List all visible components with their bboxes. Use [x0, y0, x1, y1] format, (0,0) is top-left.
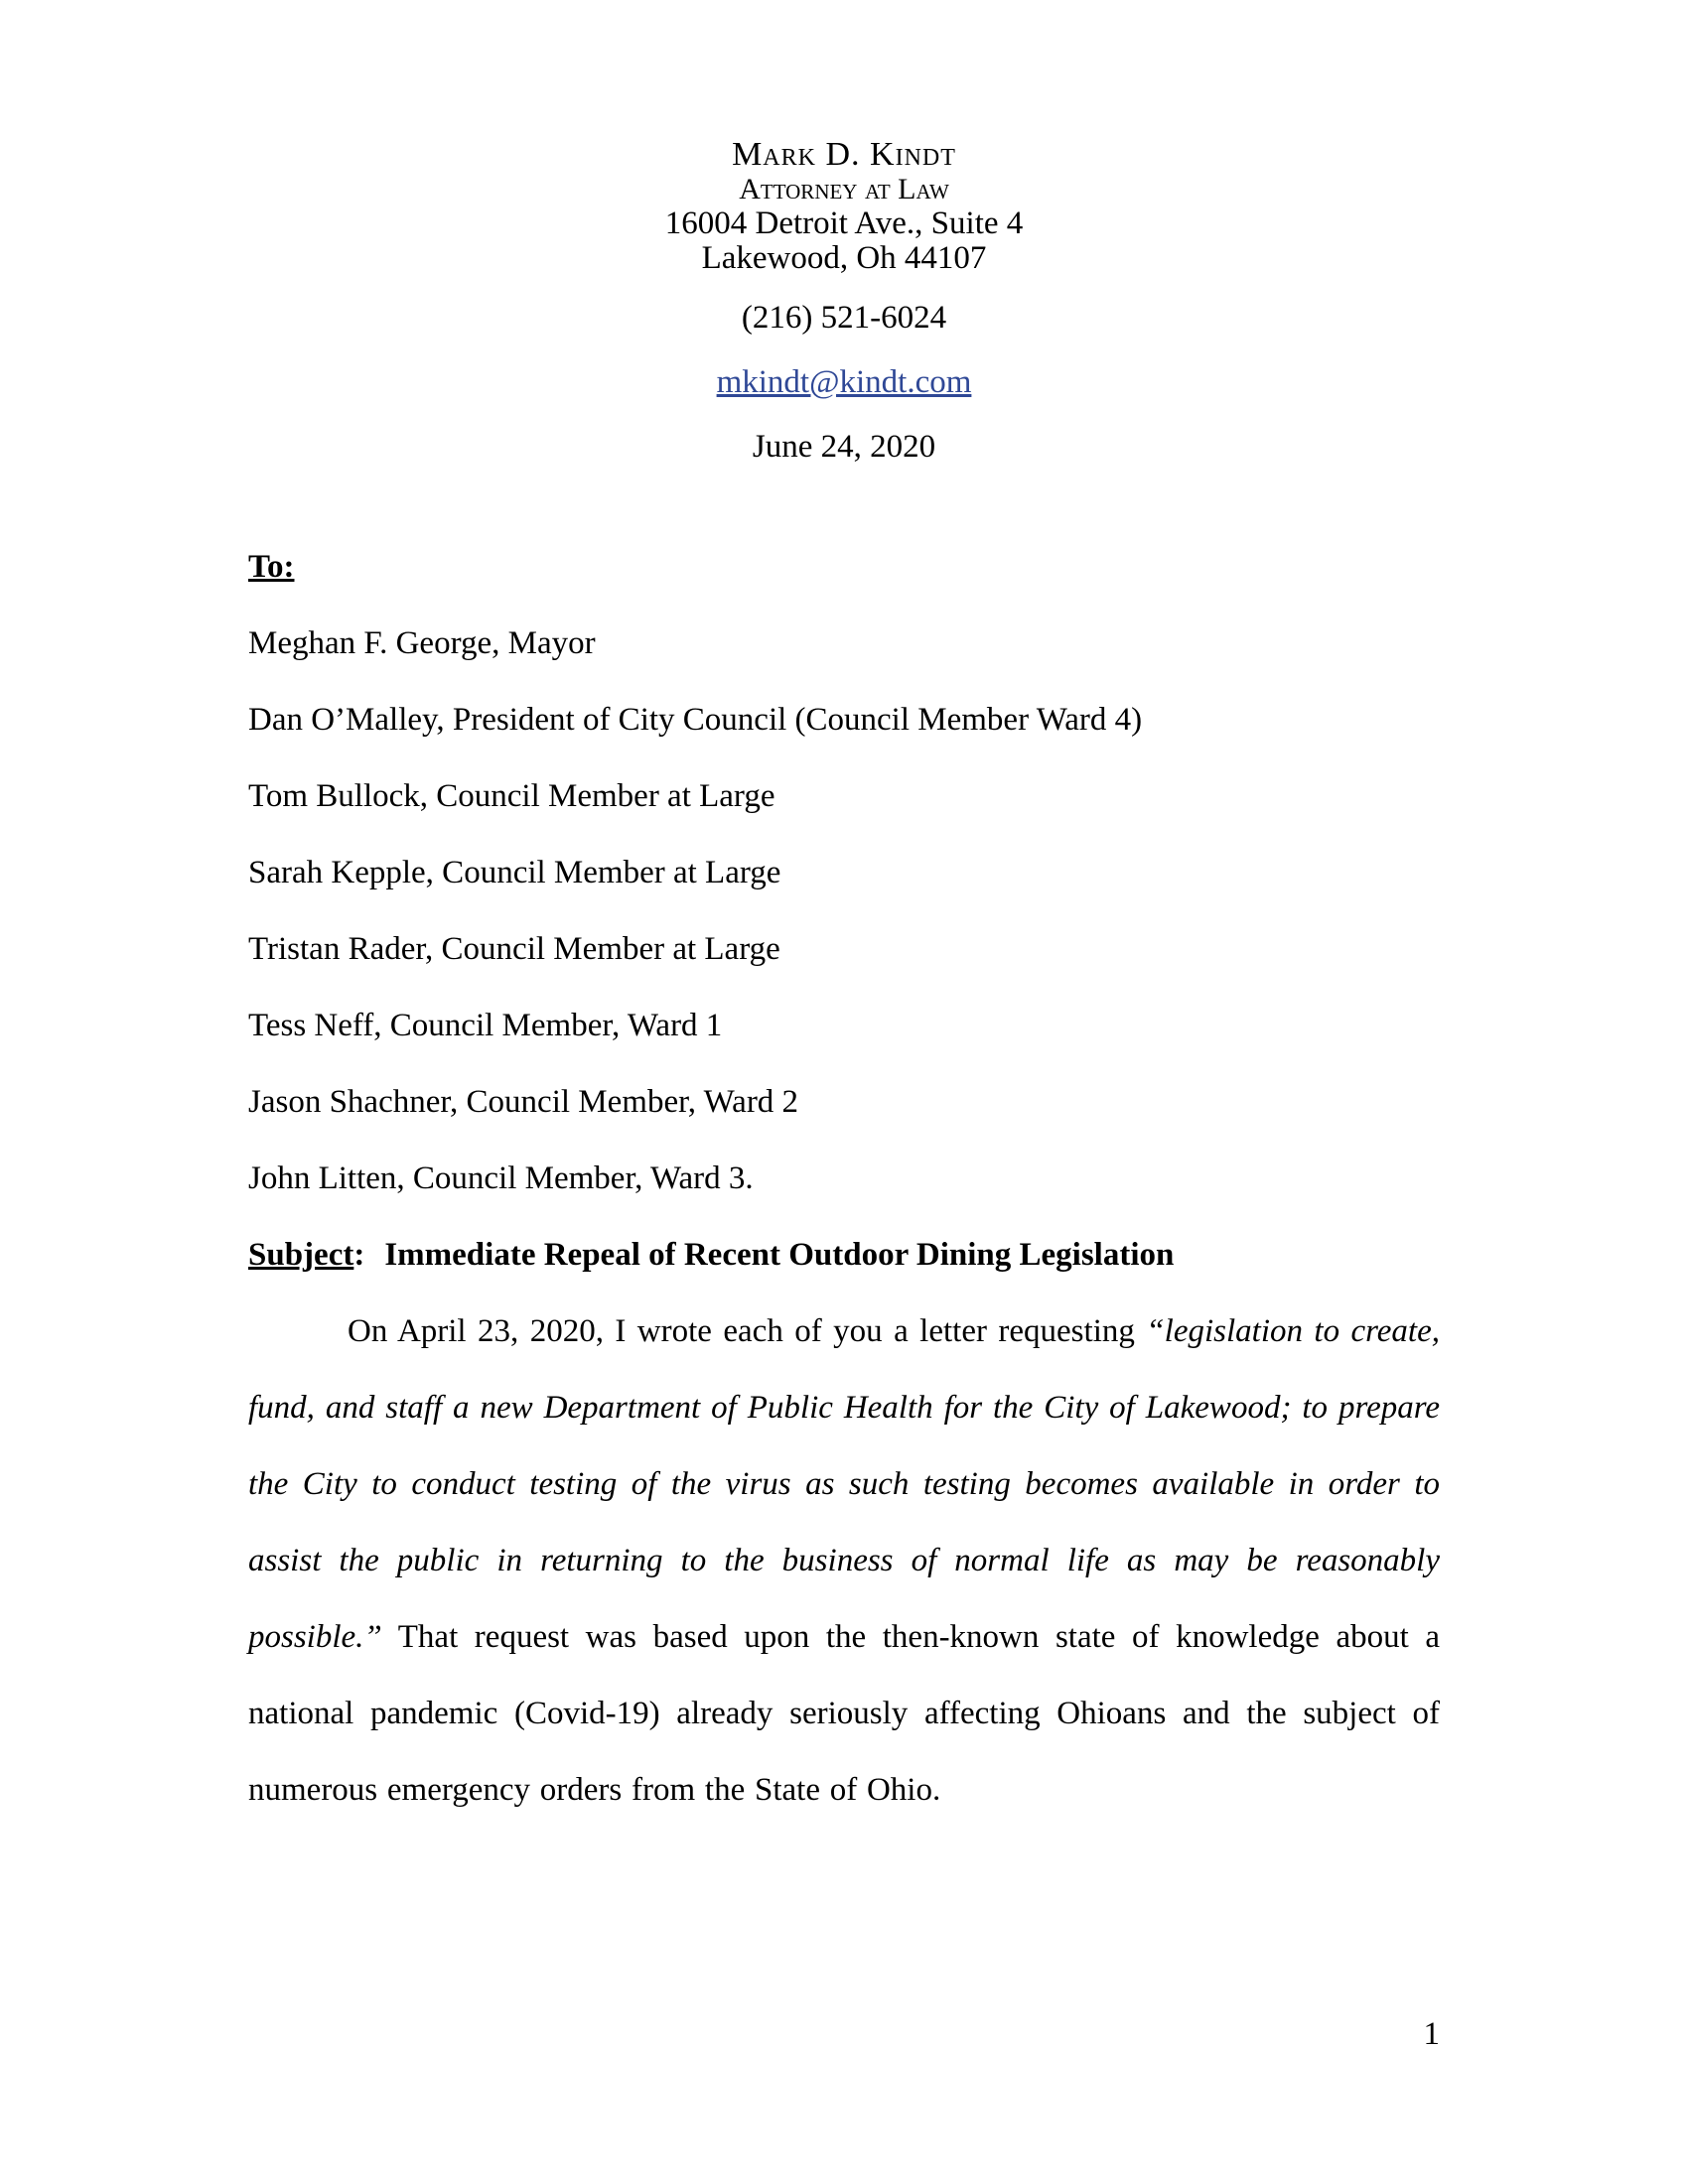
recipient-line: Tom Bullock, Council Member at Large	[248, 778, 775, 814]
recipient-line: Tess Neff, Council Member, Ward 1	[248, 1008, 723, 1043]
body-intro: On April 23, 2020, I wrote each of you a letter requesting	[348, 1313, 1147, 1349]
to-label: To:	[248, 549, 295, 585]
page-number: 1	[1423, 2016, 1440, 2052]
recipient-block	[248, 529, 1440, 1217]
letterhead-address-line1: 16004 Detroit Ave., Suite 4	[664, 205, 1024, 241]
recipient-line: Tristan Rader, Council Member at Large	[248, 931, 780, 967]
recipient-line: Dan O’Malley, President of City Council (Council Member Ward 4)	[248, 702, 1143, 738]
to-line	[248, 529, 1440, 606]
subject-line	[248, 1217, 1440, 1294]
email-link[interactable]: mkindt@kindt.com	[716, 364, 972, 400]
letterhead-email-line	[248, 365, 1440, 400]
letter-content	[248, 0, 1440, 1829]
recipient-line: Jason Shachner, Council Member, Ward 2	[248, 1084, 799, 1120]
subject-text: Immediate Repeal of Recent Outdoor Dining Legislation	[384, 1237, 1175, 1273]
recipient-line: John Litten, Council Member, Ward 3.	[248, 1160, 754, 1196]
letterhead	[248, 0, 1440, 465]
recipient-line: Sarah Kepple, Council Member at Large	[248, 855, 781, 890]
recipient-line: Meghan F. George, Mayor	[248, 625, 596, 661]
body-outro: That request was based upon the then-known state of knowledge about a national pandemic (Covid-19) already seriously affecting Ohioans and the subject of numerous emergency orders from the State of Ohio.	[248, 1619, 1440, 1808]
body-quote: “legislation to create, fund, and staff a new Department of Public Health for the City of Lakewood; to prepare the City to conduct testing of the virus as such testing becomes available in order to assist the public in returning to the business of normal life as may be reasonably possible.”	[248, 1313, 1440, 1655]
letterhead-name: Mark D. Kindt	[732, 136, 956, 173]
letterhead-title: Attorney at Law	[739, 173, 949, 205]
letterhead-phone: (216) 521-6024	[741, 300, 947, 336]
letterhead-address-line2: Lakewood, Oh 44107	[701, 240, 987, 276]
body-paragraph	[248, 1294, 1440, 1829]
subject-separator: :	[353, 1237, 365, 1273]
letter-date: June 24, 2020	[752, 429, 936, 465]
subject-label: Subject	[248, 1237, 354, 1273]
